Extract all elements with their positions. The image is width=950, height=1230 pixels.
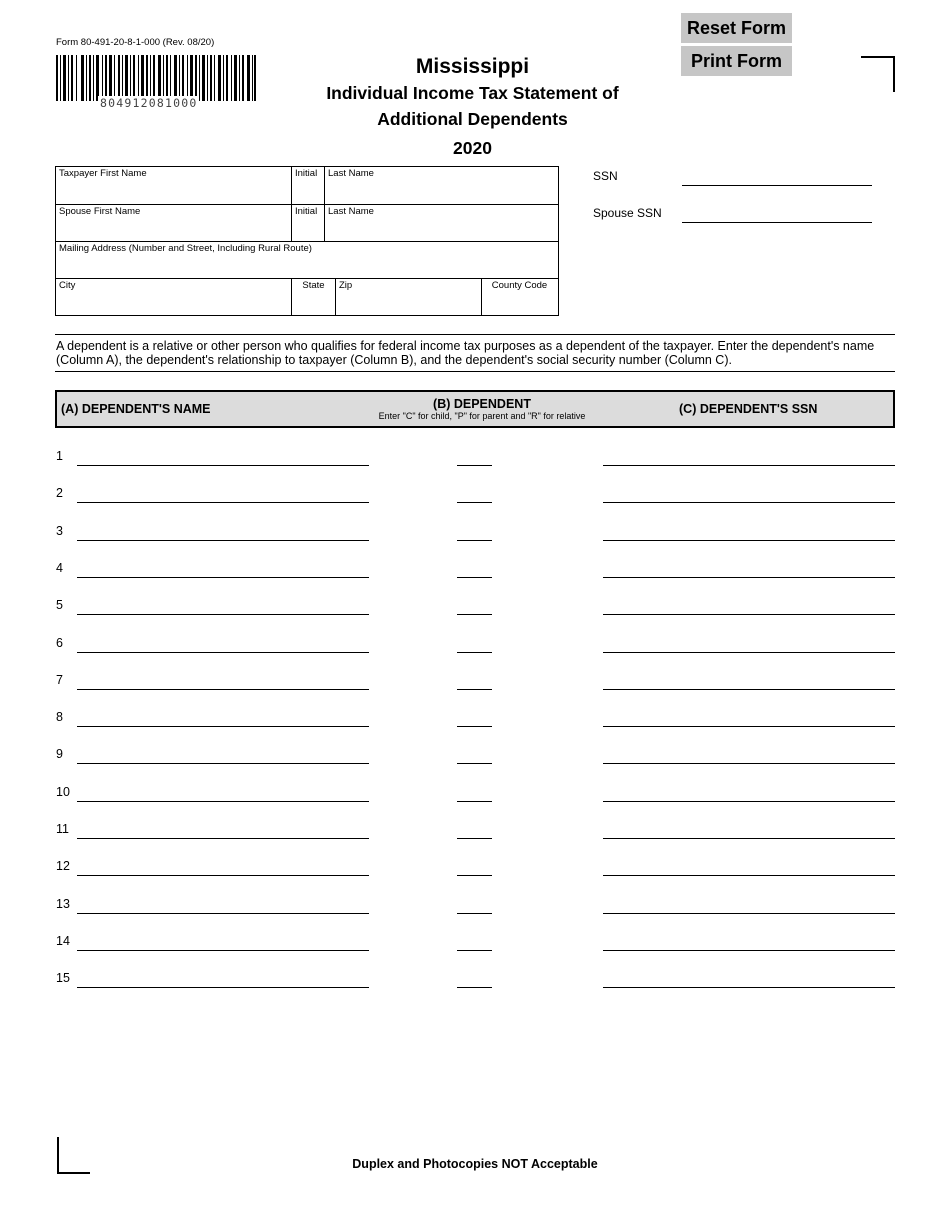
- state-field[interactable]: [292, 279, 335, 314]
- ssn-input[interactable]: [682, 185, 872, 186]
- dependent-name-input[interactable]: [77, 801, 369, 802]
- spouse-initial-field[interactable]: [292, 205, 324, 241]
- title-line-1: Individual Income Tax Statement of: [326, 83, 619, 103]
- dependent-ssn-input[interactable]: [603, 540, 895, 541]
- dependent-name-input[interactable]: [77, 465, 369, 466]
- reset-form-button[interactable]: Reset Form: [681, 13, 792, 43]
- dependent-ssn-input[interactable]: [603, 614, 895, 615]
- dependent-name-input[interactable]: [77, 614, 369, 615]
- form-id: Form 80-491-20-8-1-000 (Rev. 08/20): [56, 37, 215, 48]
- row-number: 10: [56, 785, 70, 799]
- dependent-name-input[interactable]: [77, 838, 369, 839]
- dependent-relationship-input[interactable]: [457, 875, 492, 876]
- taxpayer-last-name-field[interactable]: [325, 167, 557, 204]
- dependent-relationship-input[interactable]: [457, 577, 492, 578]
- dependent-ssn-input[interactable]: [603, 875, 895, 876]
- dependent-ssn-input[interactable]: [603, 913, 895, 914]
- dependent-name-input[interactable]: [77, 502, 369, 503]
- title-state: Mississippi: [415, 55, 530, 78]
- spouse-first-name-label: Spouse First Name: [59, 206, 141, 217]
- dependents-column-header: [55, 390, 895, 428]
- column-a-header: (A) DEPENDENT'S NAME: [61, 402, 211, 416]
- row-number: 12: [56, 859, 70, 873]
- column-b-header: [357, 397, 607, 422]
- spouse-ssn-input[interactable]: [682, 222, 872, 223]
- dependent-name-input[interactable]: [77, 763, 369, 764]
- dependent-ssn-input[interactable]: [603, 577, 895, 578]
- county-code-label: County Code: [491, 280, 548, 291]
- print-form-button[interactable]: Print Form: [681, 46, 792, 76]
- row-number: 1: [56, 449, 63, 463]
- taxpayer-last-name-label: Last Name: [328, 168, 374, 179]
- row-number: 15: [56, 971, 70, 985]
- dependent-name-input[interactable]: [77, 577, 369, 578]
- city-label: City: [59, 280, 76, 291]
- dependent-name-input[interactable]: [77, 913, 369, 914]
- spouse-first-name-field[interactable]: [56, 205, 291, 241]
- state-label: State: [302, 280, 325, 291]
- dependent-relationship-input[interactable]: [457, 614, 492, 615]
- column-c-header: (C) DEPENDENT'S SSN: [679, 402, 818, 416]
- dependent-name-input[interactable]: [77, 689, 369, 690]
- dependent-relationship-input[interactable]: [457, 913, 492, 914]
- row-number: 8: [56, 710, 63, 724]
- dependent-relationship-input[interactable]: [457, 652, 492, 653]
- spouse-last-name-field[interactable]: [325, 205, 557, 241]
- barcode-digits: 804912081000: [100, 96, 198, 110]
- dependent-relationship-input[interactable]: [457, 689, 492, 690]
- instructions-text: A dependent is a relative or other person who qualifies for federal income tax purposes as a dependent of the taxpayer. Enter the dependent's name (Column A), the dependent's relationship to taxpayer (Column B), and the dependent's social security number (Column C).: [55, 334, 895, 372]
- registration-mark-top-right: [861, 56, 895, 92]
- city-field[interactable]: [56, 279, 291, 314]
- dependent-ssn-input[interactable]: [603, 987, 895, 988]
- dependent-relationship-input[interactable]: [457, 987, 492, 988]
- dependent-name-input[interactable]: [77, 987, 369, 988]
- row-number: 5: [56, 598, 63, 612]
- column-b-note: Enter "C" for child, "P" for parent and "R" for relative: [378, 411, 586, 421]
- row-number: 4: [56, 561, 63, 575]
- dependent-name-input[interactable]: [77, 950, 369, 951]
- dependent-relationship-input[interactable]: [457, 540, 492, 541]
- column-b-title: (B) DEPENDENT: [433, 397, 531, 411]
- dependent-name-input[interactable]: [77, 540, 369, 541]
- form-title: [300, 54, 645, 162]
- row-number: 9: [56, 747, 63, 761]
- taxpayer-first-name-label: Taxpayer First Name: [59, 168, 147, 179]
- dependent-relationship-input[interactable]: [457, 838, 492, 839]
- spouse-last-name-label: Last Name: [328, 206, 374, 217]
- spouse-ssn-label: Spouse SSN: [593, 206, 662, 220]
- row-number: 7: [56, 673, 63, 687]
- dependent-name-input[interactable]: [77, 726, 369, 727]
- row-number: 2: [56, 486, 63, 500]
- dependent-ssn-input[interactable]: [603, 950, 895, 951]
- zip-label: Zip: [339, 280, 353, 291]
- dependent-relationship-input[interactable]: [457, 726, 492, 727]
- row-number: 14: [56, 934, 70, 948]
- dependent-ssn-input[interactable]: [603, 465, 895, 466]
- dependent-relationship-input[interactable]: [457, 502, 492, 503]
- row-number: 6: [56, 636, 63, 650]
- spouse-initial-label: Initial: [295, 206, 318, 217]
- dependent-ssn-input[interactable]: [603, 838, 895, 839]
- barcode: [56, 55, 256, 101]
- ssn-label: SSN: [593, 169, 618, 183]
- title-line-2: Additional Dependents: [377, 109, 568, 129]
- title-year: 2020: [453, 138, 492, 158]
- row-number: 13: [56, 897, 70, 911]
- county-code-field[interactable]: [482, 279, 557, 314]
- dependent-ssn-input[interactable]: [603, 726, 895, 727]
- zip-field[interactable]: [336, 279, 481, 314]
- dependent-relationship-input[interactable]: [457, 763, 492, 764]
- dependent-ssn-input[interactable]: [603, 801, 895, 802]
- dependent-name-input[interactable]: [77, 875, 369, 876]
- taxpayer-initial-field[interactable]: [292, 167, 324, 204]
- dependent-ssn-input[interactable]: [603, 502, 895, 503]
- dependent-relationship-input[interactable]: [457, 465, 492, 466]
- dependent-relationship-input[interactable]: [457, 950, 492, 951]
- row-number: 11: [56, 822, 69, 836]
- row-number: 3: [56, 524, 63, 538]
- taxpayer-first-name-field[interactable]: [56, 167, 291, 204]
- dependent-relationship-input[interactable]: [457, 801, 492, 802]
- taxpayer-initial-label: Initial: [295, 168, 318, 179]
- dependent-ssn-input[interactable]: [603, 689, 895, 690]
- footer-notice: Duplex and Photocopies NOT Acceptable: [352, 1157, 598, 1171]
- dependent-name-input[interactable]: [77, 652, 369, 653]
- mailing-address-field[interactable]: [56, 242, 557, 278]
- dependent-ssn-input[interactable]: [603, 652, 895, 653]
- dependent-ssn-input[interactable]: [603, 763, 895, 764]
- taxpayer-info-grid: [55, 166, 559, 316]
- mailing-address-label: Mailing Address (Number and Street, Including Rural Route): [59, 243, 312, 254]
